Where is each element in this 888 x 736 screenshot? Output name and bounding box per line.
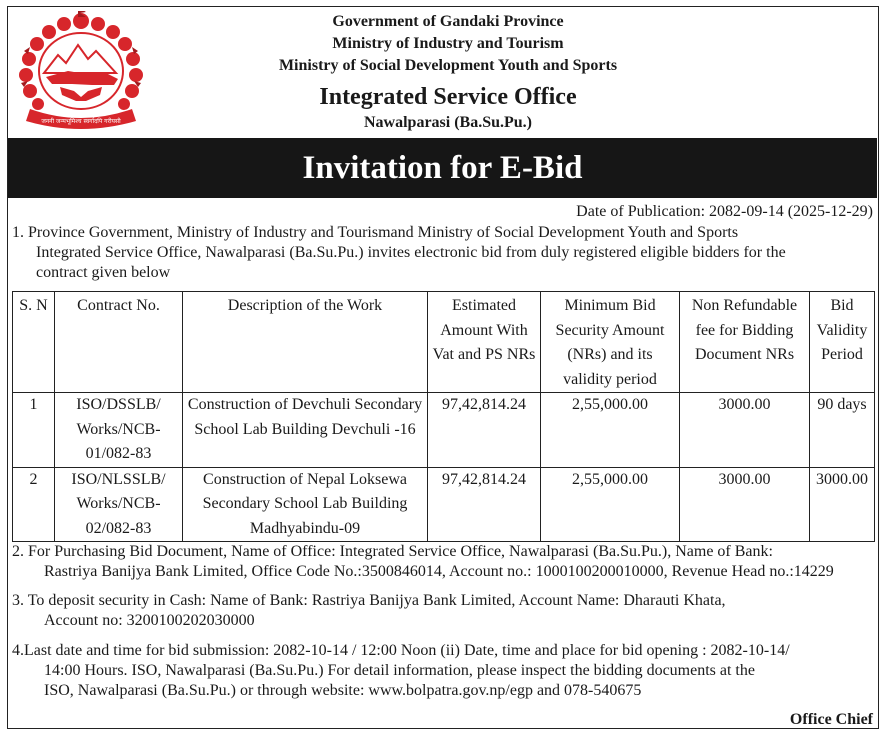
cell-fee: 3000.00 — [680, 393, 810, 468]
table-row — [13, 467, 875, 542]
cell-contract: ISO/DSSLB/ Works/NCB- 01/082-83 — [55, 393, 183, 468]
paragraph-4-line-2: 14:00 Hours. ISO, Nawalparasi (Ba.Su.Pu.) For detail information, please inspect the bidding documents at the — [44, 662, 755, 679]
paragraph-4 — [12, 641, 874, 701]
header-contract: Contract No. — [55, 292, 183, 393]
office-location: Nawalparasi (Ba.Su.Pu.) — [363, 114, 533, 131]
paragraph-1 — [12, 223, 874, 283]
government-name: Government of Gandaki Province — [332, 13, 564, 30]
header-fee: Non Refundable fee for Bidding Document NRs — [680, 292, 810, 393]
header-estimated: Estimated Amount With Vat and PS NRs — [428, 292, 541, 393]
nepal-emblem-icon — [16, 11, 146, 135]
cell-estimated: 97,42,814.24 — [428, 467, 541, 542]
notice-page — [7, 6, 879, 729]
cell-description: Construction of Nepal Loksewa Secondary School Lab Building Madhyabindu-09 — [183, 467, 428, 542]
paragraph-3 — [12, 591, 874, 631]
table-header-row — [13, 292, 875, 393]
paragraph-4-line-3: ISO, Nawalparasi (Ba.Su.Pu.) or through website: www.bolpatra.gov.np/egp and 078-540675 — [44, 682, 642, 699]
cell-sn: 2 — [13, 467, 55, 542]
header-validity: Bid Validity Period — [810, 292, 875, 393]
bid-table — [12, 291, 875, 542]
table-row — [13, 393, 875, 468]
paragraph-3-line-1: 3. To deposit security in Cash: Name of Bank: Rastriya Banijya Bank Limited, Account Name: Dharauti Khata, — [12, 592, 726, 609]
cell-validity: 90 days — [810, 393, 875, 468]
publication-date: Date of Publication: 2082-09-14 (2025-12-29) — [576, 203, 873, 220]
cell-security: 2,55,000.00 — [541, 467, 680, 542]
paragraph-1-line-2: Integrated Service Office, Nawalparasi (Ba.Su.Pu.) invites electronic bid from duly registered eligible bidders for the — [36, 244, 786, 261]
emblem-motto: जननी जन्मभूमिश्च स्वर्गादपि गरीयसी — [41, 118, 121, 125]
header-security: Minimum Bid Security Amount (NRs) and its validity period — [541, 292, 680, 393]
signature: Office Chief — [789, 711, 873, 728]
ministry-social: Ministry of Social Development Youth and Sports — [278, 57, 618, 74]
cell-estimated: 97,42,814.24 — [428, 393, 541, 468]
paragraph-1-line-1: 1. Province Government, Ministry of Industry and Tourismand Ministry of Social Development Youth and Sports — [12, 224, 739, 241]
header-sn: S. N — [13, 292, 55, 393]
cell-security: 2,55,000.00 — [541, 393, 680, 468]
cell-fee: 3000.00 — [680, 467, 810, 542]
cell-contract: ISO/NLSSLB/ Works/NCB- 02/082-83 — [55, 467, 183, 542]
letterhead — [208, 11, 688, 132]
cell-description: Construction of Devchuli Secondary School Lab Building Devchuli -16 — [183, 393, 428, 468]
paragraph-2 — [12, 542, 874, 582]
paragraph-4-line-1: 4.Last date and time for bid submission: 2082-10-14 / 12:00 Noon (ii) Date, time and place for bid opening : 2082-10-14/ — [12, 642, 790, 659]
cell-validity: 3000.00 — [810, 467, 875, 542]
paragraph-3-line-2: Account no: 3200100202030000 — [44, 612, 255, 629]
ministry-industry: Ministry of Industry and Tourism — [332, 35, 564, 52]
page-title: Invitation for E-Bid — [8, 138, 877, 198]
cell-sn: 1 — [13, 393, 55, 468]
paragraph-2-line-2: Rastriya Banijya Bank Limited, Office Code No.:3500846014, Account no.: 1000100200010000, Revenue Head no.:14229 — [44, 563, 834, 580]
paragraph-1-line-3: contract given below — [36, 264, 171, 281]
paragraph-2-line-1: 2. For Purchasing Bid Document, Name of Office: Integrated Service Office, Nawalparasi (Ba.Su.Pu.), Name of Bank: — [12, 543, 773, 560]
header-description: Description of the Work — [183, 292, 428, 393]
office-name: Integrated Service Office — [319, 84, 577, 110]
